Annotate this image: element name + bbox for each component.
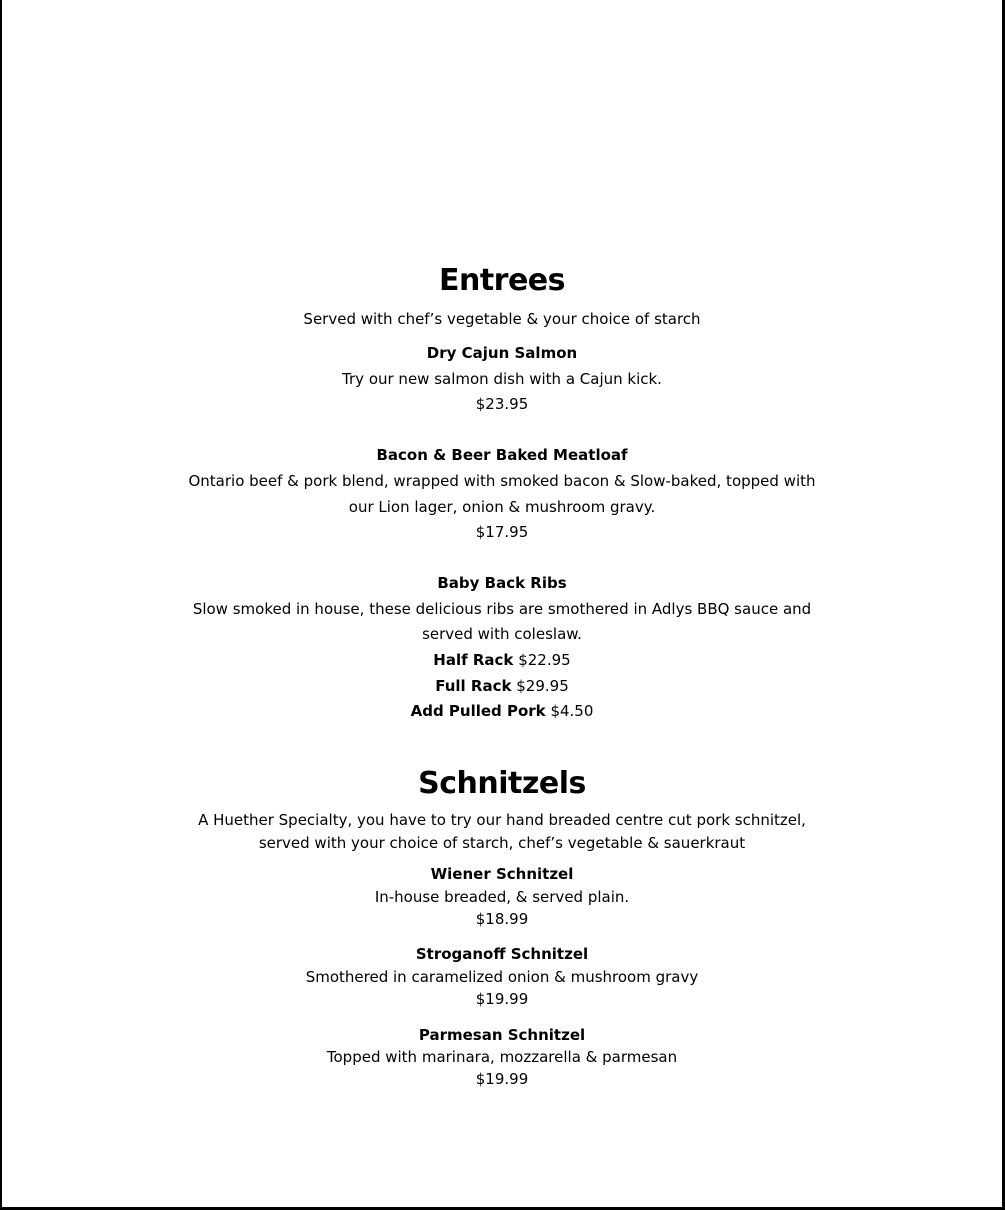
- menu-item-dry-cajun-salmon: [2, 341, 1002, 418]
- item-name: Stroganoff Schnitzel: [415, 945, 589, 964]
- menu-item-bacon-beer-meatloaf: [2, 443, 1002, 546]
- menu-item-parmesan-schnitzel: [2, 1024, 1002, 1091]
- entrees-title: Entrees: [438, 263, 566, 298]
- option-label: Full Rack: [435, 676, 512, 695]
- entrees-subtitle: Served with chef’s vegetable & your choice of starch: [303, 310, 701, 328]
- option-price: $22.95: [518, 651, 571, 670]
- item-price: $17.95: [475, 523, 529, 542]
- item-price: $19.99: [475, 990, 529, 1009]
- price-option-half-rack: [2, 648, 1002, 674]
- item-description: Try our new salmon dish with a Cajun kick.: [342, 369, 662, 388]
- item-description-line-1: Slow smoked in house, these delicious ribs are smothered in Adlys BBQ sauce and: [192, 599, 812, 618]
- schnitzels-title: Schnitzels: [418, 766, 586, 802]
- schnitzels-section: [2, 765, 1002, 1091]
- menu-item-stroganoff-schnitzel: [2, 943, 1002, 1010]
- item-name: Baby Back Ribs: [437, 573, 567, 592]
- option-label: Add Pulled Pork: [410, 702, 546, 721]
- item-name: Dry Cajun Salmon: [426, 344, 578, 362]
- item-name: Parmesan Schnitzel: [418, 1025, 586, 1044]
- item-price: $18.99: [475, 909, 529, 928]
- item-description: Topped with marinara, mozzarella & parmesan: [326, 1047, 678, 1066]
- option-price: $29.95: [516, 676, 569, 695]
- menu-content: [2, 262, 1002, 1104]
- menu-item-baby-back-ribs: [2, 571, 1002, 725]
- price-option-full-rack: [2, 674, 1002, 700]
- option-label: Half Rack: [433, 651, 514, 670]
- price-option-add-pulled-pork: [2, 699, 1002, 725]
- entrees-section: [2, 262, 1002, 725]
- schnitzels-subtitle: [2, 809, 1002, 855]
- item-price: $19.99: [475, 1070, 529, 1089]
- schnitzels-subtitle-line-2: served with your choice of starch, chef’s vegetable & sauerkraut: [258, 834, 746, 853]
- item-name: Wiener Schnitzel: [430, 865, 574, 884]
- item-description-line-2: our Lion lager, onion & mushroom gravy.: [348, 497, 656, 516]
- menu-item-wiener-schnitzel: [2, 863, 1002, 930]
- item-description-line-1: Ontario beef & pork blend, wrapped with smoked bacon & Slow-baked, topped with: [188, 471, 816, 490]
- item-description: In-house breaded, & served plain.: [374, 887, 630, 906]
- option-price: $4.50: [550, 702, 594, 721]
- item-name: Bacon & Beer Baked Meatloaf: [376, 446, 628, 465]
- item-price: $23.95: [475, 395, 529, 414]
- schnitzels-subtitle-line-1: A Huether Specialty, you have to try our hand breaded centre cut pork schnitzel,: [198, 811, 806, 830]
- item-description-line-2: served with coleslaw.: [422, 625, 582, 644]
- item-description: Smothered in caramelized onion & mushroom gravy: [305, 967, 699, 986]
